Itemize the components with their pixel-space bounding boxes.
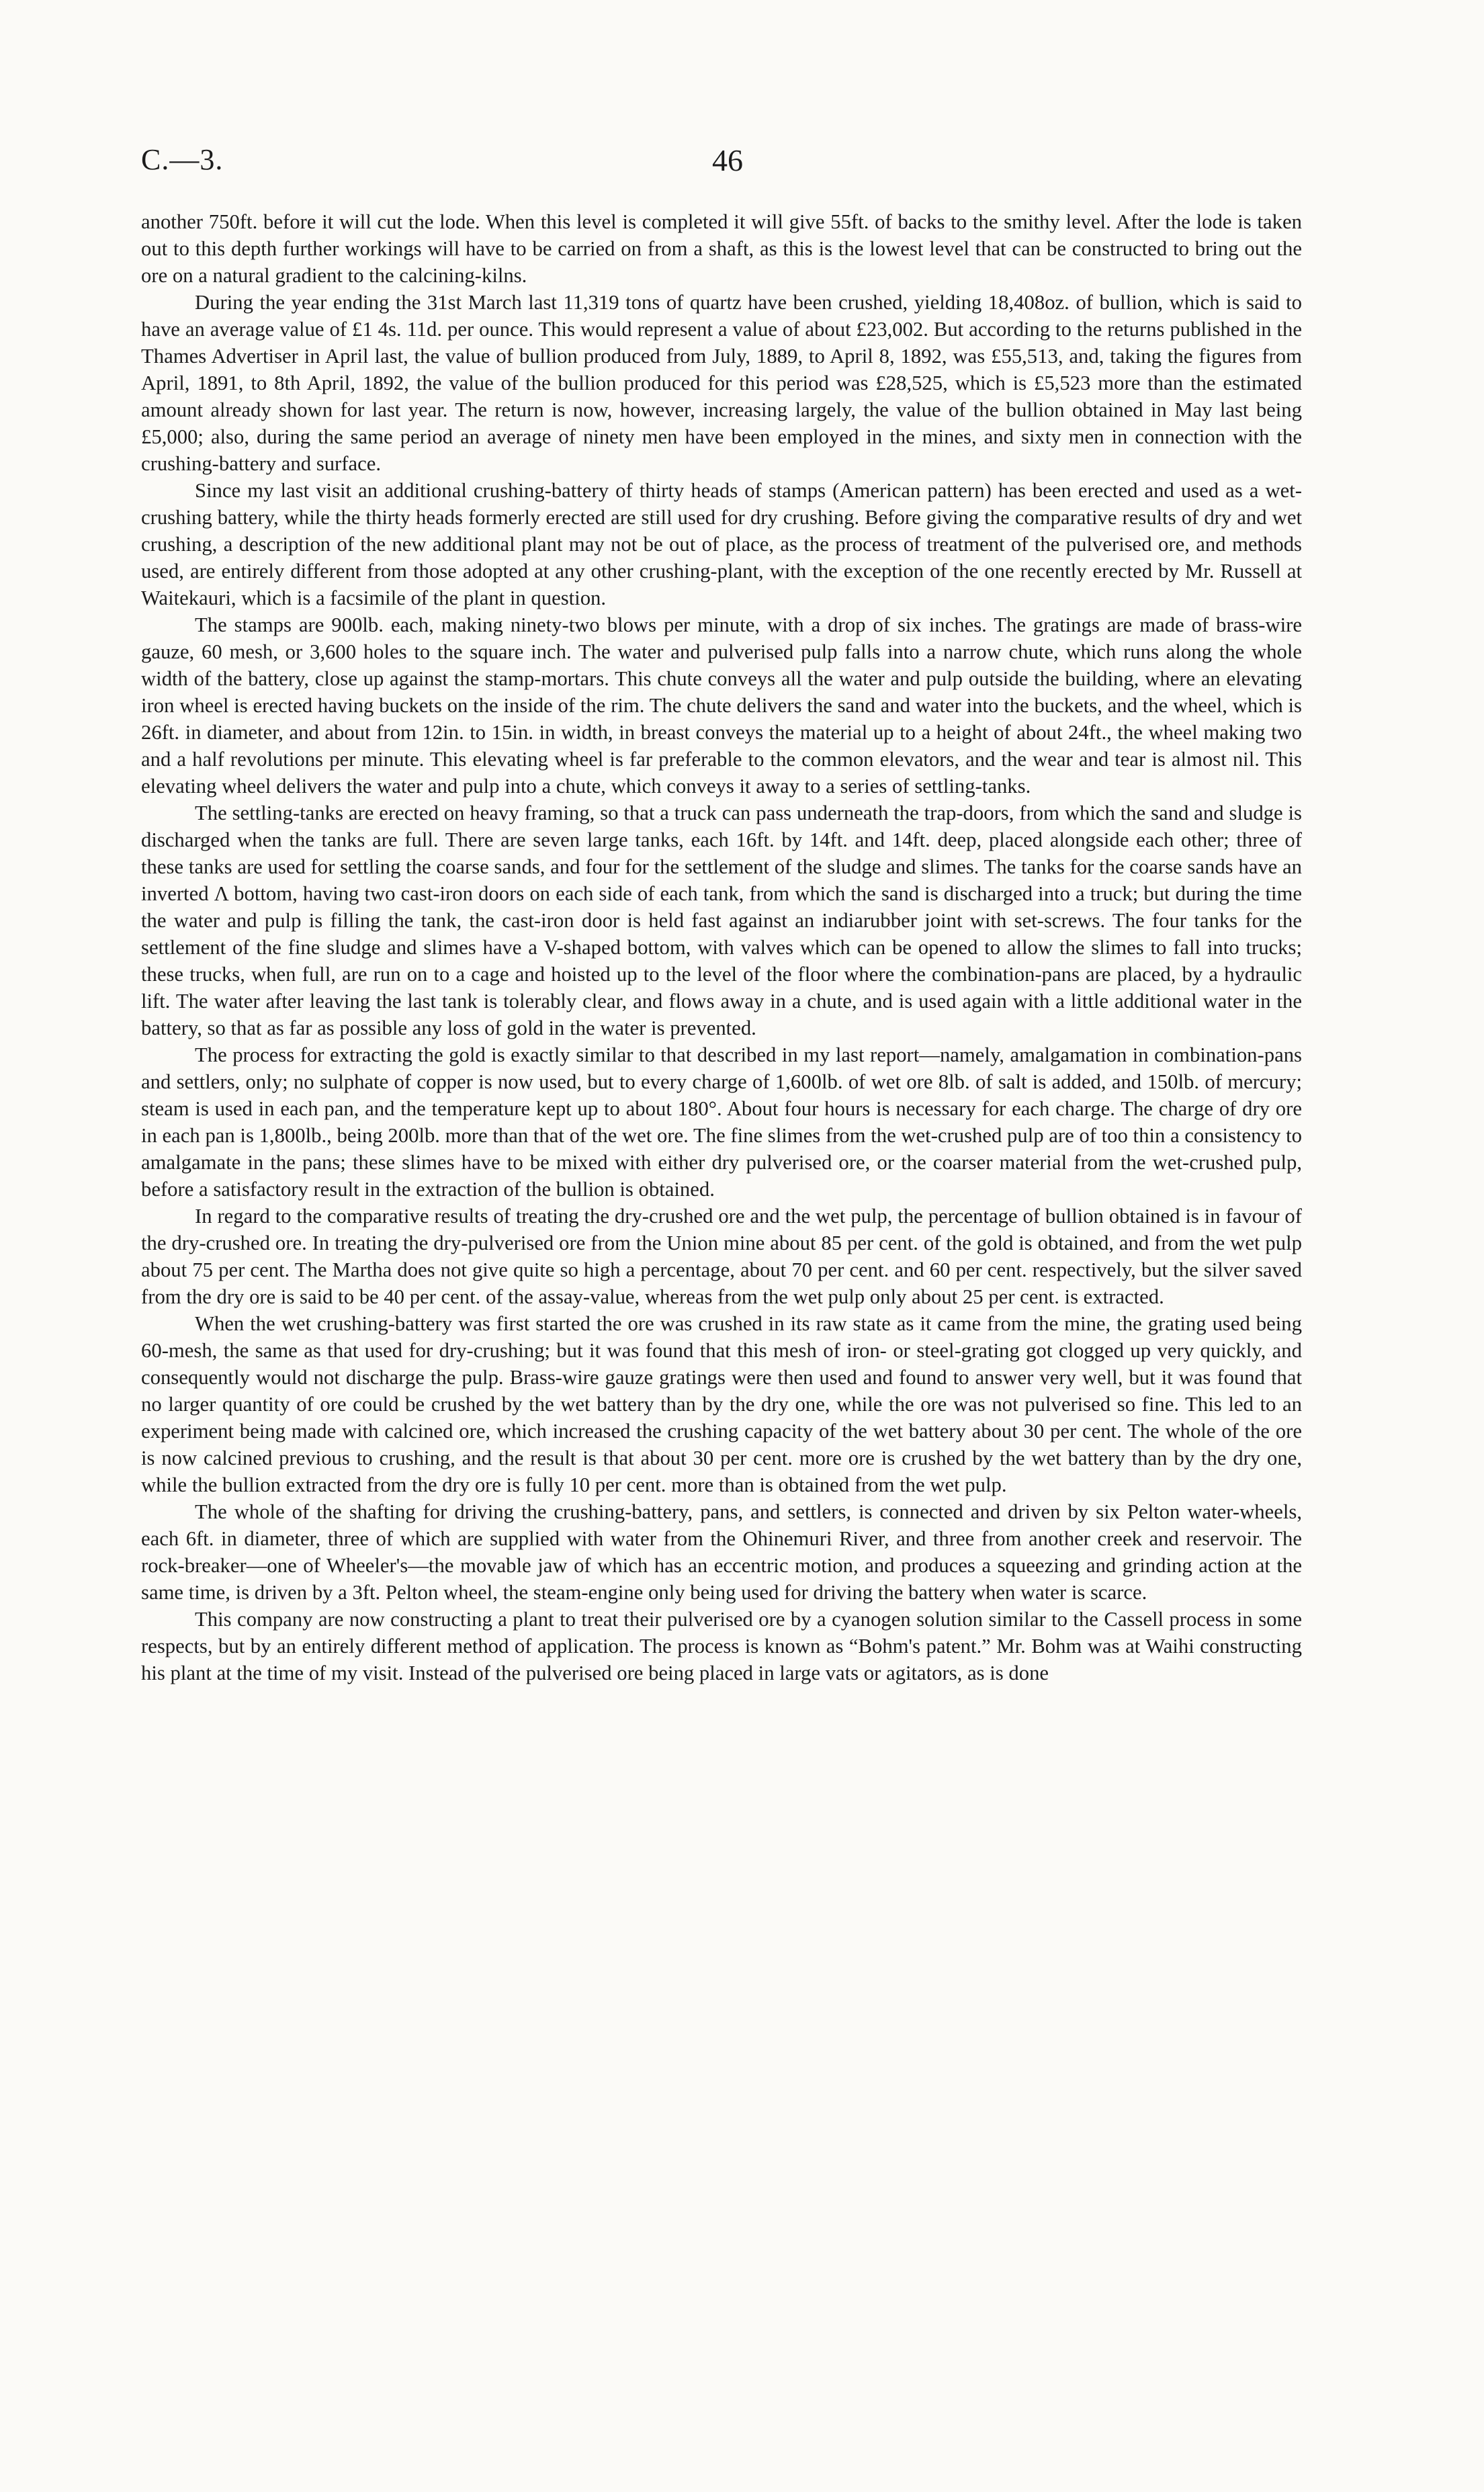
paragraph-settling-tanks: The settling-tanks are erected on heavy framing, so that a truck can pass underneath the trap-doors, from which the sand and sludge is discharged when the tanks are full. There are seven large tanks, each 16ft. by 14ft. and 14ft. deep, placed alongside each other; three of these tanks are used for settling the coarse sands, and four for the settlement of the sludge and slimes. The tanks for the coarse sands have an inverted Λ bottom, having two cast-iron doors on each side of each tank, from which the sand is discharged into a truck; but during the time the water and pulp is filling the tank, the cast-iron door is held fast against an indiarubber joint with set-screws. The four tanks for the settlement of the fine sludge and slimes have a V-shaped bottom, with valves which can be opened to allow the slimes to fall into trucks; these trucks, when full, are run on to a cage and hoisted up to the level of the floor where the combination-pans are placed, by a hydraulic lift. The water after leaving the last tank is tolerably clear, and flows away in a chute, and is used again with a little additional water in the battery, so that as far as possible any loss of gold in the water is prevented. (141, 802, 1302, 1039)
body-text (141, 208, 1302, 1686)
paragraph-continuation: another 750ft. before it will cut the lode. When this level is completed it will give 55ft. of backs to the smithy level. After the lode is taken out to this depth further workings will have to be carried on from a shaft, as this is the lowest level that can be constructed to bring out the ore on a natural gradient to the calcining-kilns. (141, 210, 1302, 287)
paragraph-wet-battery: When the wet crushing-battery was first started the ore was crushed in its raw state as it came from the mine, the grating used being 60-mesh, the same as that used for dry-crushing; but it was found that this mesh of iron- or steel-grating got clogged up very quickly, and consequently would not discharge the pulp. Brass-wire gauze gratings were then used and found to answer very well, but it was found that no larger quantity of ore could be crushed by the wet battery than by the dry one, while the ore was not pulverised so fine. This led to an experiment being made with calcined ore, which increased the crushing capacity of the wet battery about 30 per cent. The whole of the ore is now calcined previous to crushing, and the result is that about 30 per cent. more ore is crushed by the wet battery than by the dry one, while the bullion extracted from the dry ore is fully 10 per cent. more than is obtained from the wet pulp. (141, 1312, 1302, 1496)
paragraph-stamps: The stamps are 900lb. each, making ninety-two blows per minute, with a drop of six inches. The gratings are made of brass-wire gauze, 60 mesh, or 3,600 holes to the square inch. The water and pulverised pulp falls into a narrow chute, which runs along the whole width of the battery, close up against the stamp-mortars. This chute conveys all the water and pulp outside the building, where an elevating iron wheel is erected having buckets on the inside of the rim. The chute delivers the sand and water into the buckets, and the wheel, which is 26ft. in diameter, and about from 12in. to 15in. in width, in breast conveys the material up to a height of about 24ft., the wheel making two and a half revolutions per minute. This elevating wheel is far preferable to the common elevators, and the wear and tear is almost nil. This elevating wheel delivers the water and pulp into a chute, which conveys it away to a series of settling-tanks. (141, 613, 1302, 798)
document-code: C.—3. (141, 143, 224, 176)
paragraph-shafting: The whole of the shafting for driving the crushing-battery, pans, and settlers, is connected and driven by six Pelton water-wheels, each 6ft. in diameter, three of which are supplied with water from the Ohinemuri River, and three from another creek and reservoir. The rock-breaker—one of Wheeler's—the movable jaw of which has an eccentric motion, and produces a squeezing and grinding action at the same time, is driven by a 3ft. Pelton wheel, the steam-engine only being used for driving the battery when water is scarce. (141, 1500, 1302, 1604)
page-header (141, 142, 1310, 189)
paragraph-crushing-returns: During the year ending the 31st March last 11,319 tons of quartz have been crushed, yielding 18,408oz. of bullion, which is said to have an average value of £1 4s. 11d. per ounce. This would represent a value of about £23,002. But according to the returns published in the Thames Advertiser in April last, the value of bullion produced from July, 1889, to April 8, 1892, was £55,513, and, taking the figures from April, 1891, to 8th April, 1892, the value of the bullion produced for this period was £28,525, which is £5,523 more than the estimated amount already shown for last year. The return is now, however, increasing largely, the value of the bullion obtained in May last being £5,000; also, during the same period an average of ninety men have been employed in the mines, and sixty men in connection with the crushing-battery and surface. (141, 291, 1302, 475)
paragraph-gold-process: The process for extracting the gold is exactly similar to that described in my last report—namely, amalgamation in combination-pans and settlers, only; no sulphate of copper is now used, but to every charge of 1,600lb. of wet ore 8lb. of salt is added, and 150lb. of mercury; steam is used in each pan, and the temperature kept up to about 180°. About four hours is necessary for each charge. The charge of dry ore in each pan is 1,800lb., being 200lb. more than that of the wet ore. The fine slimes from the wet-crushed pulp are of too thin a consistency to amalgamate in the pans; these slimes have to be mixed with either dry pulverised ore, or the coarser material from the wet-crushed pulp, before a satisfactory result in the extraction of the bullion is obtained. (141, 1043, 1302, 1201)
paragraph-new-battery: Since my last visit an additional crushing-battery of thirty heads of stamps (American pattern) has been erected and used as a wet-crushing battery, while the thirty heads formerly erected are still used for dry crushing. Before giving the comparative results of dry and wet crushing, a description of the new additional plant may not be out of place, as the process of treatment of the pulverised ore, and methods used, are entirely different from those adopted at any other crushing-plant, with the exception of the one recently erected by Mr. Russell at Waitekauri, which is a facsimile of the plant in question. (141, 479, 1302, 609)
paragraph-comparative-results: In regard to the comparative results of treating the dry-crushed ore and the wet pulp, the percentage of bullion obtained is in favour of the dry-crushed ore. In treating the dry-pulverised ore from the Union mine about 85 per cent. of the gold is obtained, and from the wet pulp about 75 per cent. The Martha does not give quite so high a percentage, about 70 per cent. and 60 per cent. respectively, but the silver saved from the dry ore is said to be 40 per cent. of the assay-value, whereas from the wet pulp only about 25 per cent. is extracted. (141, 1205, 1302, 1308)
paragraph-cyanogen-plant: This company are now constructing a plant to treat their pulverised ore by a cyanogen solution similar to the Cassell process in some respects, but by an entirely different method of application. The process is known as “Bohm's patent.” Mr. Bohm was at Waihi constructing his plant at the time of my visit. Instead of the pulverised ore being placed in large vats or agitators, as is done (141, 1608, 1302, 1684)
page-number: 46 (712, 143, 743, 177)
